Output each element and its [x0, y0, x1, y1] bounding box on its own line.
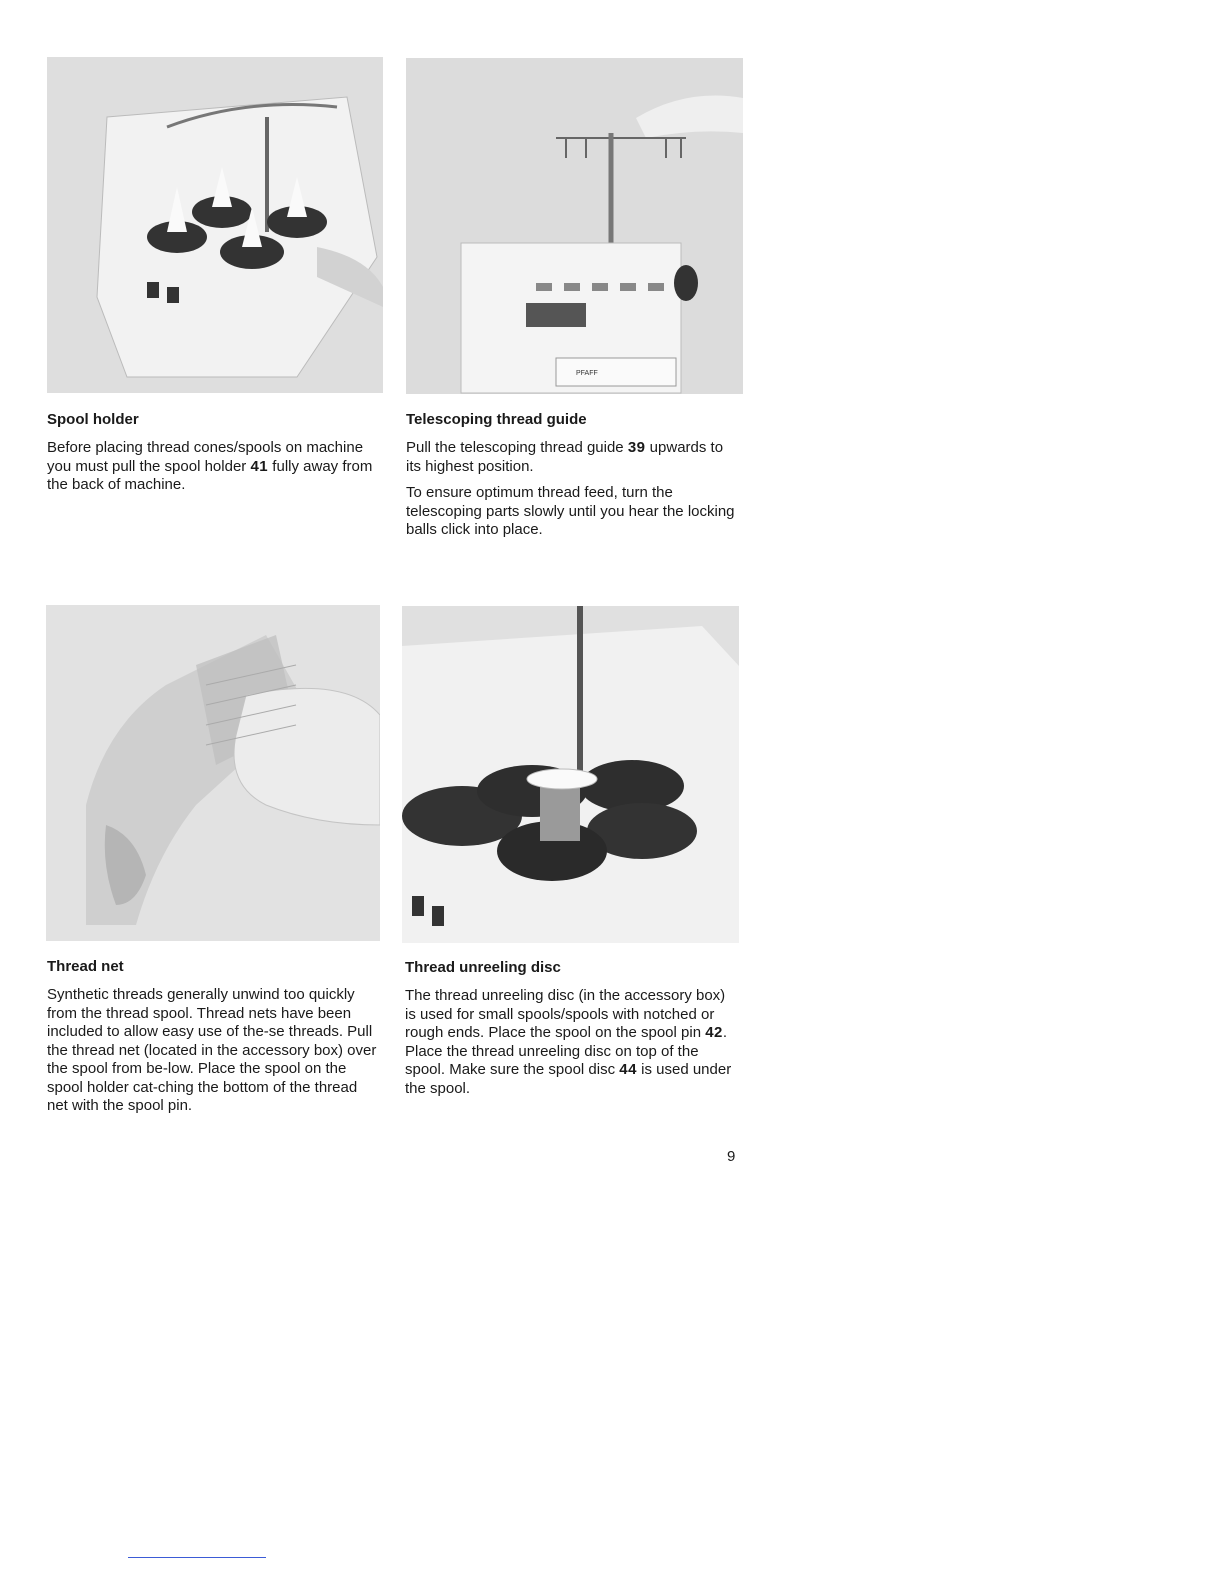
- section-thread-net: [47, 958, 377, 1124]
- section-telescoping-guide: [406, 411, 736, 548]
- section-heading: Thread net: [47, 958, 124, 975]
- section-paragraph: Pull the telescoping thread guide 39 upwards to its highest position.: [406, 439, 724, 475]
- footer-divider: [128, 1557, 266, 1558]
- section-heading: Thread unreeling disc: [405, 959, 561, 976]
- section-paragraph: Before placing thread cones/spools on machine you must pull the spool holder 41 fully away from the back of machine.: [47, 439, 373, 493]
- section-heading: Telescoping thread guide: [406, 411, 587, 428]
- section-paragraph: To ensure optimum thread feed, turn the telescoping parts slowly until you hear the locking balls click into place.: [406, 484, 735, 538]
- section-unreeling-disc: [405, 959, 740, 1106]
- machine-brand-label: PFAFF: [576, 370, 598, 377]
- unreeling-disc-illustration: [402, 606, 739, 943]
- telescoping-guide-illustration: [406, 58, 743, 394]
- page-number: 9: [727, 1148, 736, 1165]
- section-paragraph: Synthetic threads generally unwind too quickly from the thread spool. Thread nets have been included to allow easy use of the-se threads. Pull the thread net (located in the accessory box) over the spool from be-low. Place the spool on the spool holder cat-ching the bottom of the thread net with the spool pin.: [47, 986, 377, 1114]
- thread-net-photo: [46, 605, 380, 941]
- spool-holder-photo: [47, 57, 383, 393]
- telescoping-guide-photo: [406, 58, 743, 394]
- unreeling-disc-photo: [402, 606, 739, 943]
- section-paragraph: The thread unreeling disc (in the accessory box) is used for small spools/spools with notched or rough ends. Place the spool on the spool pin 42. Place the thread unreeling disc on top of the spool. Make sure the spool disc 44 is used under the spool.: [405, 987, 732, 1097]
- spool-holder-illustration: [47, 57, 383, 393]
- thread-net-illustration: [46, 605, 380, 941]
- section-spool-holder: [47, 411, 387, 503]
- section-heading: Spool holder: [47, 411, 139, 428]
